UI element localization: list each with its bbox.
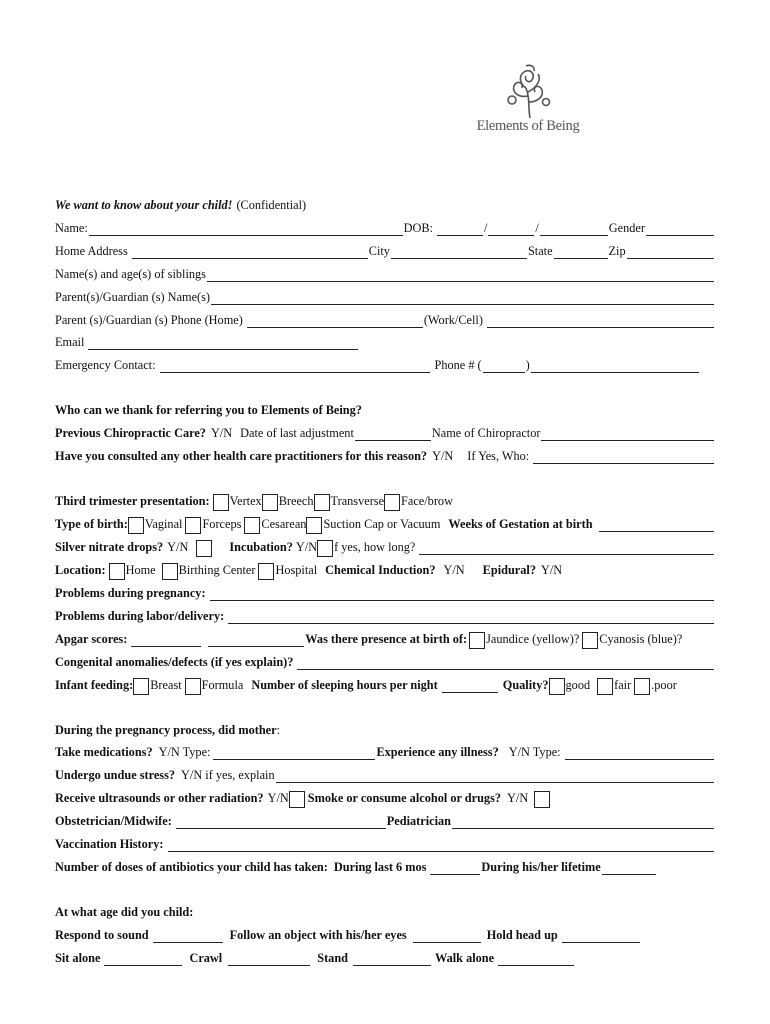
logo-wordmark: Elements of Being bbox=[476, 118, 580, 134]
gender-field[interactable] bbox=[646, 223, 714, 236]
other-consult-label: Have you consulted any other health care practitioners for this reason? bbox=[55, 449, 428, 463]
chemical-induction-yn[interactable]: Y/N bbox=[443, 563, 465, 577]
antibiotics-label: Number of doses of antibiotics your child has taken: bbox=[55, 860, 328, 874]
cesarean-label: Cesarean bbox=[261, 517, 307, 531]
dob-month-field[interactable] bbox=[437, 223, 483, 236]
vertex-checkbox[interactable] bbox=[213, 494, 229, 511]
location-label: Location: bbox=[55, 563, 106, 577]
breech-checkbox[interactable] bbox=[262, 494, 278, 511]
pregnancy-heading-colon: : bbox=[276, 723, 280, 737]
phone-home-field[interactable] bbox=[247, 315, 423, 328]
intro-note: (Confidential) bbox=[236, 198, 307, 212]
medications-type-field[interactable] bbox=[213, 747, 375, 760]
incubation-yn[interactable]: Y/N bbox=[295, 540, 318, 554]
smoke-checkbox[interactable] bbox=[534, 791, 550, 808]
home-label: Home bbox=[125, 563, 156, 577]
breast-label: Breast bbox=[150, 678, 182, 692]
cesarean-checkbox[interactable] bbox=[244, 517, 260, 534]
transverse-label: Transverse bbox=[330, 494, 385, 508]
zip-label: Zip bbox=[608, 244, 626, 258]
illness-yn[interactable]: Y/N Type: bbox=[508, 745, 561, 759]
medications-yn[interactable]: Y/N Type: bbox=[158, 745, 211, 759]
sleep-quality-label: Quality? bbox=[502, 678, 549, 692]
ultrasound-yn[interactable]: Y/N bbox=[267, 791, 289, 805]
vaginal-checkbox[interactable] bbox=[128, 517, 144, 534]
vaccination-label: Vaccination History: bbox=[55, 837, 164, 851]
infant-feeding-row bbox=[55, 675, 715, 693]
infant-feeding-label: Infant feeding: bbox=[55, 678, 134, 692]
incubation-label: Incubation? bbox=[229, 540, 293, 554]
prev-chiro-yn[interactable]: Y/N bbox=[210, 426, 233, 440]
state-field[interactable] bbox=[554, 246, 608, 259]
forceps-checkbox[interactable] bbox=[185, 517, 201, 534]
illness-type-field[interactable] bbox=[565, 747, 714, 760]
hold-head-label: Hold head up bbox=[486, 928, 558, 942]
phone-work-label: (Work/Cell) bbox=[423, 313, 483, 327]
forceps-label: Forceps bbox=[202, 517, 242, 531]
milestones-row-1 bbox=[55, 925, 715, 943]
stand-field[interactable] bbox=[353, 953, 431, 966]
last-six-months-field[interactable] bbox=[430, 862, 480, 875]
respond-sound-label: Respond to sound bbox=[55, 928, 149, 942]
presentation-label: Third trimester presentation: bbox=[55, 494, 210, 508]
formula-checkbox[interactable] bbox=[185, 678, 201, 695]
cyanosis-checkbox[interactable] bbox=[582, 632, 598, 649]
pediatrician-field[interactable] bbox=[452, 816, 714, 829]
milestones-row-2 bbox=[55, 948, 715, 966]
gestation-weeks-label: Weeks of Gestation at birth bbox=[448, 517, 593, 531]
zip-field[interactable] bbox=[627, 246, 714, 259]
crawl-label: Crawl bbox=[189, 951, 223, 965]
milestones-heading: At what age did you child: bbox=[55, 905, 194, 919]
chiro-name-label: Name of Chiropractor bbox=[431, 426, 541, 440]
fair-checkbox[interactable] bbox=[597, 678, 613, 695]
obstetrician-field[interactable] bbox=[176, 816, 386, 829]
vertex-label: Vertex bbox=[229, 494, 262, 508]
smoke-yn[interactable]: Y/N bbox=[507, 791, 529, 805]
last-adjustment-label: Date of last adjustment bbox=[240, 426, 354, 440]
phone-home-label: Parent (s)/Guardian (s) Phone (Home) bbox=[55, 313, 243, 327]
hospital-checkbox[interactable] bbox=[258, 563, 274, 580]
intro-row bbox=[55, 195, 715, 213]
suction-label: Suction Cap or Vacuum bbox=[323, 517, 441, 531]
milestones-heading-row bbox=[55, 902, 715, 920]
vaccination-field[interactable] bbox=[168, 839, 714, 852]
address-row bbox=[55, 241, 715, 259]
emergency-label: Emergency Contact: bbox=[55, 358, 156, 372]
vaccination-row bbox=[55, 834, 715, 852]
birthing-center-label: Birthing Center bbox=[178, 563, 256, 577]
area-code-field[interactable] bbox=[483, 360, 525, 373]
fair-label: fair bbox=[614, 678, 632, 692]
stress-row bbox=[55, 765, 715, 783]
obstetrician-row bbox=[55, 811, 715, 829]
face-brow-label: Face/brow bbox=[401, 494, 453, 508]
name-label: Name: bbox=[55, 221, 88, 235]
suction-checkbox[interactable] bbox=[306, 517, 322, 534]
hospital-label: Hospital bbox=[275, 563, 318, 577]
city-field[interactable] bbox=[391, 246, 527, 259]
state-label: State bbox=[527, 244, 553, 258]
birth-type-label: Type of birth: bbox=[55, 517, 128, 531]
other-consult-row bbox=[55, 446, 715, 464]
medications-row bbox=[55, 742, 715, 760]
apgar-field-2[interactable] bbox=[208, 634, 304, 647]
last-adjustment-field[interactable] bbox=[355, 428, 431, 441]
chemical-induction-label: Chemical Induction? bbox=[325, 563, 436, 577]
intro-heading: We want to know about your child! bbox=[55, 198, 233, 212]
cyanosis-label: Cyanosis (blue)? bbox=[599, 632, 683, 646]
congenital-label: Congenital anomalies/defects (if yes explain)? bbox=[55, 655, 294, 669]
respond-sound-field[interactable] bbox=[153, 930, 223, 943]
smoke-label: Smoke or consume alcohol or drugs? bbox=[307, 791, 502, 805]
stand-label: Stand bbox=[317, 951, 348, 965]
follow-object-label: Follow an object with his/her eyes bbox=[229, 928, 407, 942]
stress-label: Undergo undue stress? bbox=[55, 768, 176, 782]
face-brow-checkbox[interactable] bbox=[384, 494, 400, 511]
location-row bbox=[55, 560, 715, 578]
address-label: Home Address bbox=[55, 244, 128, 258]
siblings-field[interactable] bbox=[207, 269, 714, 282]
dob-separator: / bbox=[535, 221, 539, 235]
apgar-label: Apgar scores: bbox=[55, 632, 128, 646]
dob-separator: / bbox=[483, 221, 488, 235]
follow-object-field[interactable] bbox=[413, 930, 481, 943]
epidural-yn[interactable]: Y/N bbox=[540, 563, 563, 577]
prev-chiro-row bbox=[55, 423, 715, 441]
apgar-row bbox=[55, 629, 715, 647]
lifetime-label: During his/her lifetime bbox=[481, 860, 601, 874]
antibiotics-row bbox=[55, 857, 715, 875]
apgar-field-1[interactable] bbox=[131, 634, 201, 647]
city-label: City bbox=[368, 244, 390, 258]
prev-chiro-label: Previous Chiropractic Care? bbox=[55, 426, 206, 440]
congenital-row bbox=[55, 652, 715, 670]
presentation-row bbox=[55, 491, 715, 509]
email-label: Email bbox=[55, 335, 85, 349]
emergency-phone-field[interactable] bbox=[531, 360, 699, 373]
sleep-hours-field[interactable] bbox=[442, 680, 498, 693]
if-yes-who-label: If Yes, Who: bbox=[467, 449, 530, 463]
obstetrician-label: Obstetrician/Midwife: bbox=[55, 814, 172, 828]
pediatrician-label: Pediatrician bbox=[386, 814, 452, 828]
dob-day-field[interactable] bbox=[488, 223, 534, 236]
emergency-field[interactable] bbox=[160, 360, 430, 373]
birthing-center-checkbox[interactable] bbox=[162, 563, 178, 580]
ultrasound-label: Receive ultrasounds or other radiation? bbox=[55, 791, 264, 805]
problems-labor-label: Problems during labor/delivery: bbox=[55, 609, 225, 623]
vaginal-label: Vaginal bbox=[144, 517, 183, 531]
illness-label: Experience any illness? bbox=[376, 745, 499, 759]
other-consult-yn[interactable]: Y/N bbox=[432, 449, 454, 463]
sit-alone-field[interactable] bbox=[104, 953, 182, 966]
name-row bbox=[55, 218, 715, 236]
formula-label: Formula bbox=[201, 678, 244, 692]
silver-nitrate-yn[interactable]: Y/N bbox=[167, 540, 189, 554]
email-row bbox=[55, 332, 715, 350]
transverse-checkbox[interactable] bbox=[314, 494, 330, 511]
pregnancy-heading-row bbox=[55, 720, 715, 738]
poor-label: .poor bbox=[651, 678, 677, 692]
good-checkbox[interactable] bbox=[549, 678, 565, 695]
ultrasound-checkbox[interactable] bbox=[289, 791, 305, 808]
referral-question: Who can we thank for referring you to Elements of Being? bbox=[55, 403, 362, 417]
lifetime-field[interactable] bbox=[602, 862, 656, 875]
congenital-field[interactable] bbox=[297, 657, 714, 670]
silver-nitrate-label: Silver nitrate drops? bbox=[55, 540, 164, 554]
hold-head-field[interactable] bbox=[562, 930, 640, 943]
ultrasound-row bbox=[55, 788, 715, 806]
silver-nitrate-row bbox=[55, 537, 715, 555]
address-field[interactable] bbox=[132, 246, 368, 259]
elements-of-being-logo bbox=[468, 62, 588, 152]
poor-checkbox[interactable] bbox=[634, 678, 650, 695]
medications-label: Take medications? bbox=[55, 745, 153, 759]
problems-pregnancy-label: Problems during pregnancy: bbox=[55, 586, 206, 600]
crawl-field[interactable] bbox=[228, 953, 310, 966]
birth-presence-label: Was there presence at birth of: bbox=[305, 632, 468, 646]
emergency-row bbox=[55, 355, 715, 373]
name-field[interactable] bbox=[89, 223, 403, 236]
silver-nitrate-checkbox[interactable] bbox=[196, 540, 212, 557]
breast-checkbox[interactable] bbox=[133, 678, 149, 695]
jaundice-label: Jaundice (yellow)? bbox=[486, 632, 580, 646]
gender-label: Gender bbox=[608, 221, 645, 235]
jaundice-checkbox[interactable] bbox=[469, 632, 485, 649]
sit-alone-label: Sit alone bbox=[55, 951, 101, 965]
walk-alone-field[interactable] bbox=[498, 953, 574, 966]
problems-pregnancy-row bbox=[55, 583, 715, 601]
referral-row bbox=[55, 400, 715, 418]
incubation-checkbox[interactable] bbox=[317, 540, 333, 557]
problems-pregnancy-field[interactable] bbox=[210, 588, 714, 601]
breech-label: Breech bbox=[278, 494, 314, 508]
tree-icon bbox=[468, 62, 588, 120]
phone-paren: ) bbox=[525, 358, 530, 372]
stress-yn[interactable]: Y/N if yes, explain bbox=[181, 768, 275, 782]
walk-alone-label: Walk alone bbox=[435, 951, 495, 965]
phone-work-field[interactable] bbox=[487, 315, 714, 328]
problems-labor-row bbox=[55, 606, 715, 624]
birth-type-row bbox=[55, 514, 715, 532]
problems-labor-field[interactable] bbox=[228, 611, 714, 624]
phone-number-label: Phone # ( bbox=[434, 358, 482, 372]
incubation-duration-label: f yes, how long? bbox=[334, 540, 416, 554]
phone-row bbox=[55, 310, 715, 328]
good-label: good bbox=[565, 678, 591, 692]
guardians-label: Parent(s)/Guardian (s) Name(s) bbox=[55, 290, 211, 304]
dob-year-field[interactable] bbox=[540, 223, 608, 236]
sleep-hours-label: Number of sleeping hours per night bbox=[251, 678, 438, 692]
epidural-label: Epidural? bbox=[482, 563, 536, 577]
siblings-label: Name(s) and age(s) of siblings bbox=[55, 267, 206, 281]
pregnancy-heading: During the pregnancy process, did mother bbox=[55, 723, 277, 737]
stress-explain-field[interactable] bbox=[276, 770, 714, 783]
dob-label: DOB: bbox=[403, 221, 433, 235]
email-field[interactable] bbox=[88, 337, 358, 350]
last-six-months-label: During last 6 mos bbox=[333, 860, 427, 874]
guardians-row bbox=[55, 287, 715, 305]
guardians-field[interactable] bbox=[211, 292, 714, 305]
chiro-name-field[interactable] bbox=[541, 428, 714, 441]
gestation-weeks-field[interactable] bbox=[599, 519, 714, 532]
if-yes-who-field[interactable] bbox=[533, 451, 714, 464]
incubation-duration-field[interactable] bbox=[419, 542, 714, 555]
home-checkbox[interactable] bbox=[109, 563, 125, 580]
siblings-row bbox=[55, 264, 715, 282]
